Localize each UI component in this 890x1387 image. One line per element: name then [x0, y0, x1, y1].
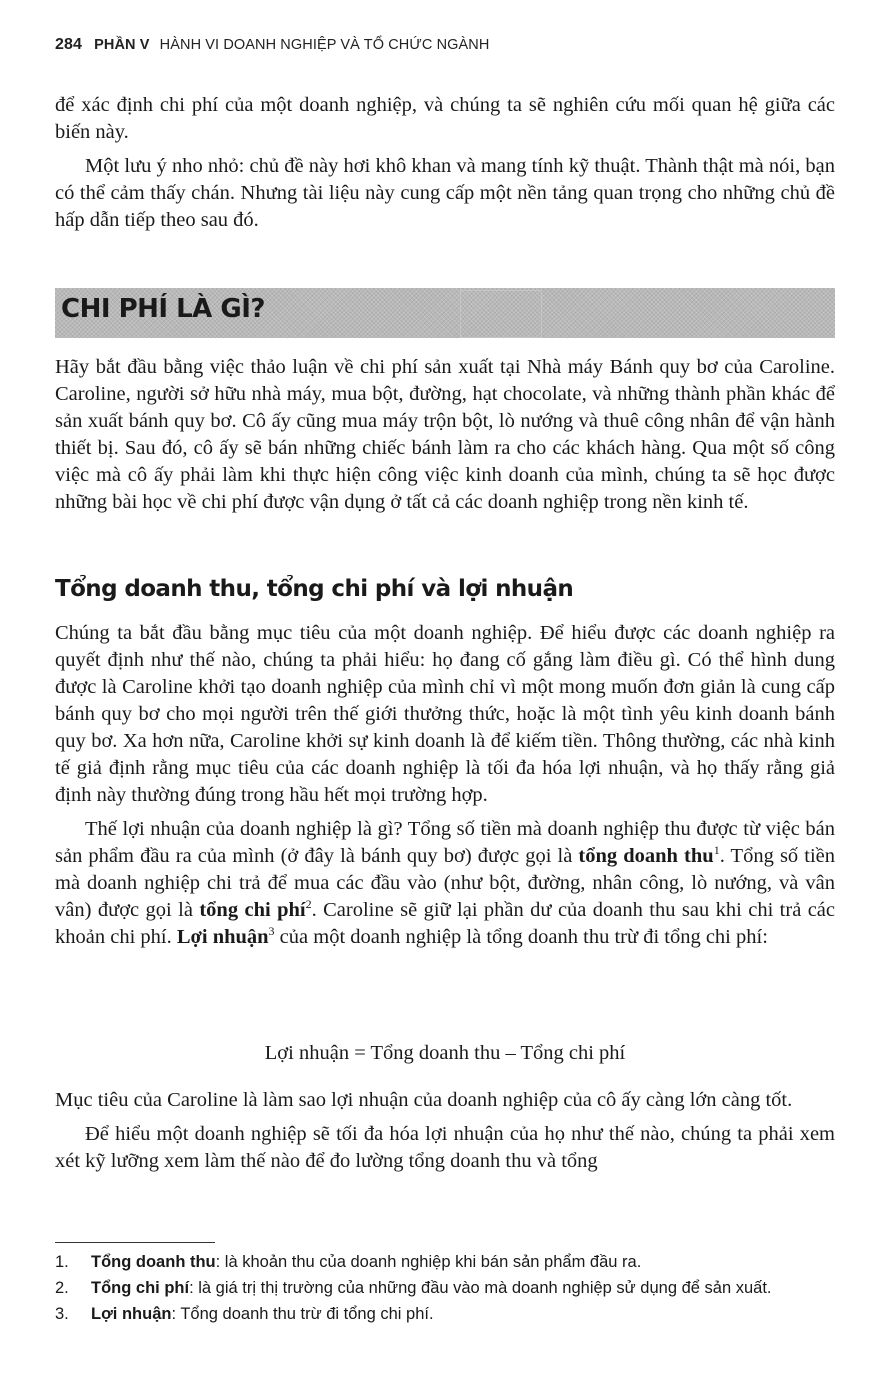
footnote-term: Tổng chi phí — [91, 1279, 190, 1297]
footnote-number: 2. — [55, 1279, 69, 1297]
footnote-text — [91, 1304, 845, 1325]
footnote-item — [55, 1252, 845, 1273]
footnote-number: 1. — [55, 1253, 69, 1271]
subsection-paragraph-1: Chúng ta bắt đầu bằng mục tiêu của một doanh nghiệp. Để hiểu được các doanh nghiệp ra quyết định như thế nào, chúng ta phải hiểu: họ đang cố gắng làm điều gì. Có thể hình dung được là Caroline khởi tạo doanh nghiệp của mình chỉ vì một mong muốn đơn giản là cung cấp bánh quy bơ cho mọi người trên thế giới thưởng thức, hoặc là một tình yêu kinh doanh bánh quy bơ. Xa hơn nữa, Caroline khởi sự kinh doanh là để kiếm tiền. Thông thường, các nhà kinh tế giả định rằng mục tiêu của các doanh nghiệp là tối đa hóa lợi nhuận, và họ thấy rằng giả định này thường đúng trong hầu hết mọi trường hợp. — [55, 622, 835, 806]
footnote-definition: : Tổng doanh thu trừ đi tổng chi phí. — [171, 1305, 434, 1323]
footnote-term: Tổng doanh thu — [91, 1253, 216, 1271]
footnote-text — [91, 1278, 845, 1299]
intro-paragraph-1: để xác định chi phí của một doanh nghiệp, và chúng ta sẽ nghiên cứu mối quan hệ giữa các biến này. — [55, 94, 835, 143]
footnote-ref-1: 1 — [713, 843, 720, 858]
part-label: PHẦN V — [94, 37, 150, 53]
footnote-definition: : là khoản thu của doanh nghiệp khi bán sản phẩm đầu ra. — [215, 1253, 642, 1271]
subsection-text-continued — [55, 1087, 835, 1175]
subsection-paragraph-2 — [55, 816, 835, 951]
footnote-ref-3: 3 — [268, 924, 275, 939]
footnote-term: Lợi nhuận — [91, 1305, 172, 1323]
section-heading-band — [55, 288, 835, 338]
running-header — [55, 36, 489, 54]
page-number: 284 — [55, 36, 82, 53]
footnote-divider — [55, 1242, 215, 1243]
p2-text-a: Thế lợi nhuận của doanh nghiệp là gì? Tổng số tiền mà doanh nghiệp thu được từ việc bán sản phẩm đầu ra của mình (ở đây là bánh quy bơ) được gọi là — [55, 818, 835, 867]
intro-text — [55, 92, 835, 234]
footnote-number: 3. — [55, 1305, 69, 1323]
section-text — [55, 354, 835, 516]
footnote-ref-2: 2 — [305, 897, 312, 912]
term-total-revenue: tổng doanh thu — [578, 845, 714, 867]
subsection-title: Tổng doanh thu, tổng chi phí và lợi nhuận — [55, 576, 574, 602]
term-total-cost: tổng chi phí — [199, 899, 306, 921]
intro-paragraph-2: Một lưu ý nho nhỏ: chủ đề này hơi khô khan và mang tính kỹ thuật. Thành thật mà nói, bạn có thể cảm thấy chán. Nhưng tài liệu này cung cấp một nền tảng quan trọng cho những chủ đề hấp dẫn tiếp theo sau đó. — [55, 155, 835, 231]
part-title: HÀNH VI DOANH NGHIỆP VÀ TỔ CHỨC NGÀNH — [159, 37, 490, 53]
footnote-definition: : là giá trị thị trường của những đầu vào mà doanh nghiệp sử dụng để sản xuất. — [189, 1279, 772, 1297]
p2-text-b: . Tổng số tiền mà doanh nghiệp chi trả để mua các đầu vào (như bột, đường, nhân công, lò nướng, và vân vân) được gọi là — [55, 845, 836, 921]
profit-formula: Lợi nhuận = Tổng doanh thu – Tổng chi phí — [264, 1042, 626, 1064]
section-title: CHI PHÍ LÀ GÌ? — [61, 294, 265, 324]
p2-text-d: của một doanh nghiệp là tổng doanh thu trừ đi tổng chi phí: — [274, 926, 768, 948]
footnote-item — [55, 1278, 845, 1299]
subsection-paragraph-4: Để hiểu một doanh nghiệp sẽ tối đa hóa lợi nhuận của họ như thế nào, chúng ta phải xem xét kỹ lưỡng xem làm thế nào để đo lường tổng doanh thu và tổng — [55, 1123, 835, 1172]
band-decoration — [460, 290, 542, 338]
subsection-text — [55, 620, 835, 951]
term-profit: Lợi nhuận — [176, 926, 269, 948]
subsection-paragraph-3: Mục tiêu của Caroline là làm sao lợi nhuận của doanh nghiệp của cô ấy càng lớn càng tốt. — [55, 1089, 793, 1111]
p2-text-c: . Caroline sẽ giữ lại phần dư của doanh thu sau khi chi trả các khoản chi phí. — [55, 899, 836, 948]
section-paragraph-1: Hãy bắt đầu bằng việc thảo luận về chi phí sản xuất tại Nhà máy Bánh quy bơ của Caroline. Caroline, người sở hữu nhà máy, mua bột, đường, hạt chocolate, và những thành phần khác để sản xuất bánh quy bơ. Cô ấy cũng mua máy trộn bột, lò nướng và thuê công nhân để vận hành thiết bị. Sau đó, cô ấy sẽ bán những chiếc bánh làm ra cho các khách hàng. Qua một số công việc mà cô ấy phải làm khi thực hiện công việc kinh doanh của mình, chúng ta sẽ học được những bài học về chi phí được vận dụng ở tất cả các doanh nghiệp trong nền kinh tế. — [55, 356, 835, 513]
footnote-item — [55, 1304, 845, 1325]
footnotes — [55, 1252, 845, 1330]
footnote-text — [91, 1252, 845, 1273]
